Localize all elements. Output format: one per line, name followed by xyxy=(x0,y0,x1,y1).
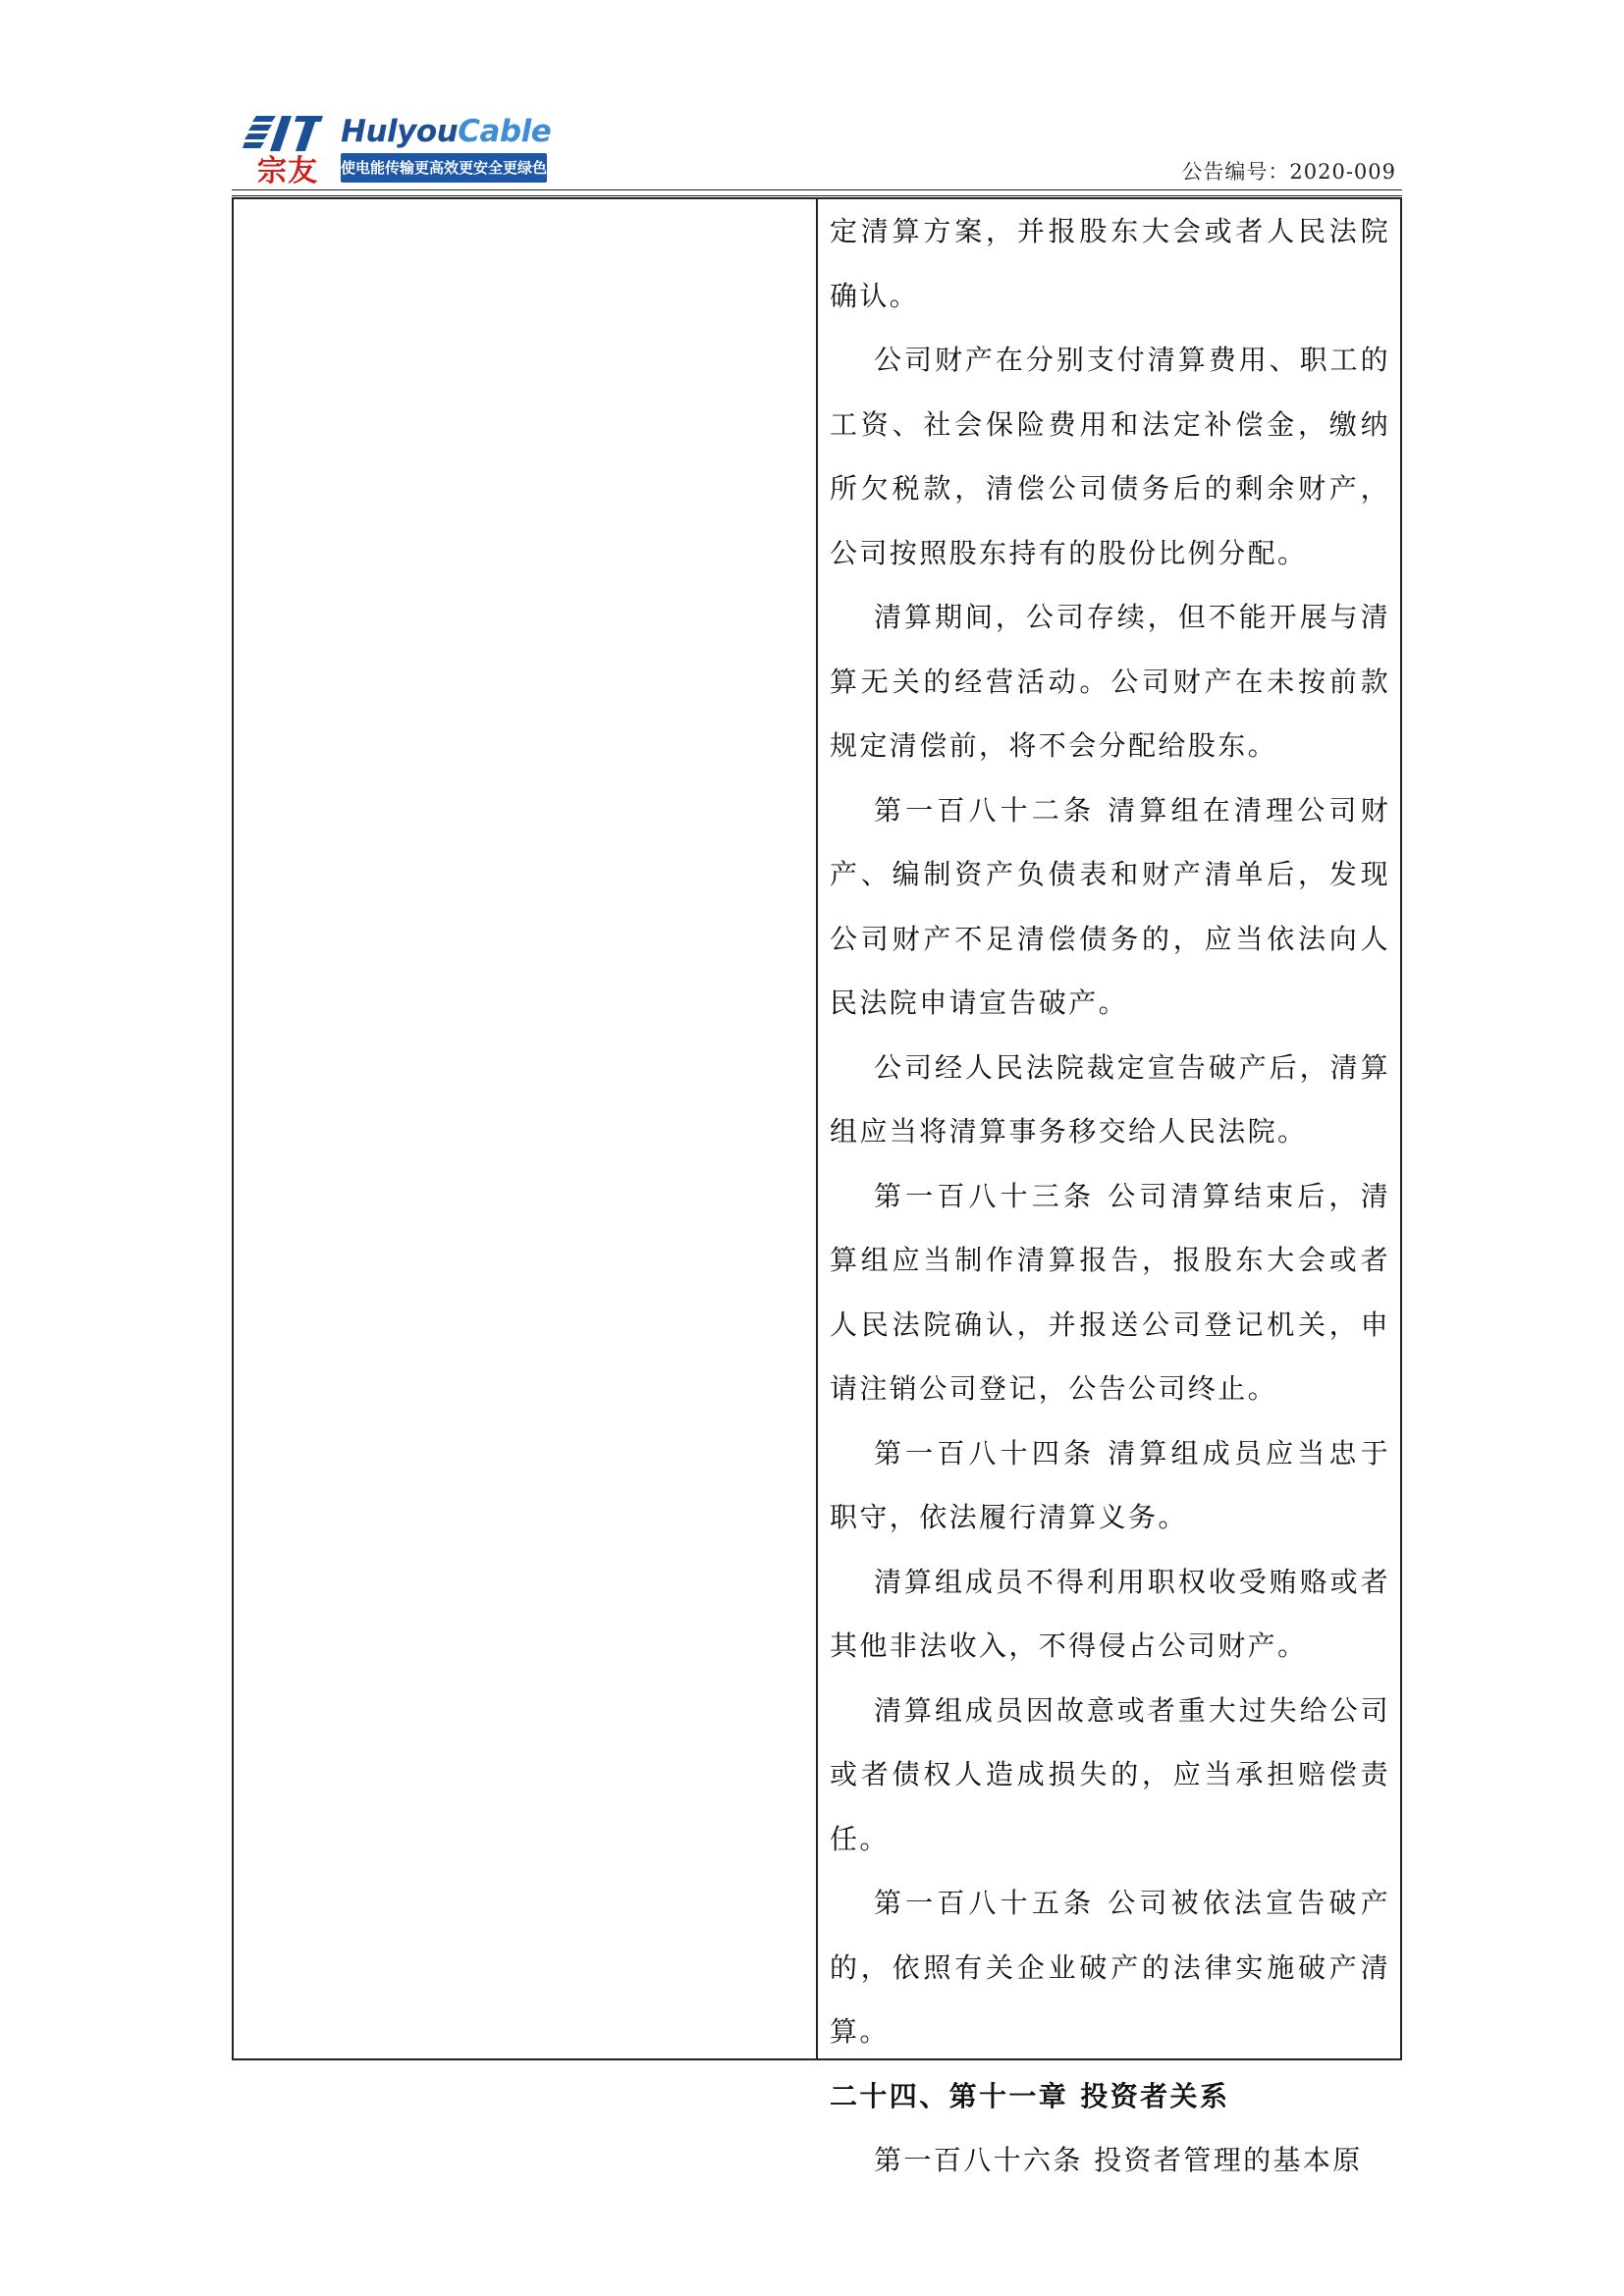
comparison-table xyxy=(232,197,1402,2176)
company-logo xyxy=(243,112,557,187)
logo-english-b: Cable xyxy=(458,114,552,149)
clause-paragraph: 第一百八十四条 清算组成员应当忠于职守，依法履行清算义务。 xyxy=(830,1436,1390,1533)
clause-paragraph: 清算组成员因故意或者重大过失给公司或者债权人造成损失的，应当承担赔偿责任。 xyxy=(830,1693,1390,1855)
clause-paragraph: 第一百八十三条 公司清算结束后，清算组应当制作清算报告，报股东大会或者人民法院确认，并报送公司登记机关，申请注销公司登记，公告公司终止。 xyxy=(830,1179,1390,1405)
clause-paragraph: 定清算方案，并报股东大会或者人民法院确认。 xyxy=(830,215,1390,312)
logo-chinese-text: 宗友 xyxy=(257,154,318,188)
clause-paragraph: 清算期间，公司存续，但不能开展与清算无关的经营活动。公司财产在未按前款规定清偿前，将不会分配给股东。 xyxy=(830,601,1390,762)
header-rule-thick xyxy=(232,189,1402,190)
logo-english-a: Hulyou xyxy=(341,114,459,149)
clause-paragraph: 公司经人民法院裁定宣告破产后，清算组应当将清算事务移交给人民法院。 xyxy=(830,1050,1390,1148)
clause-paragraph: 第一百八十二条 清算组在清理公司财产、编制资产负债表和财产清单后，发现公司财产不足清偿债务的，应当依法向人民法院申请宣告破产。 xyxy=(830,793,1390,1019)
header-rule-thin xyxy=(232,195,1402,196)
logo-slogan: 使电能传输更高效更安全更绿色 xyxy=(341,153,547,183)
notice-number: 公告编号：2020-009 xyxy=(1181,160,1396,184)
table-right-column xyxy=(818,199,1400,2176)
table-left-column xyxy=(234,199,818,2058)
clause-paragraph: 公司财产在分别支付清算费用、职工的工资、社会保险费用和法定补偿金，缴纳所欠税款，清偿公司债务后的剩余财产，公司按照股东持有的股份比例分配。 xyxy=(830,344,1390,569)
clause-paragraph: 第一百八十六条 投资者管理的基本原 xyxy=(874,2144,1363,2176)
logo-english-text xyxy=(341,112,551,151)
clause-paragraph: 清算组成员不得利用职权收受贿赂或者其他非法收入，不得侵占公司财产。 xyxy=(830,1565,1390,1662)
chapter-heading: 二十四、第十一章 投资者关系 xyxy=(830,2079,1230,2112)
clause-paragraph: 第一百八十五条 公司被依法宣告破产的，依照有关企业破产的法律实施破产清算。 xyxy=(830,1887,1390,2048)
